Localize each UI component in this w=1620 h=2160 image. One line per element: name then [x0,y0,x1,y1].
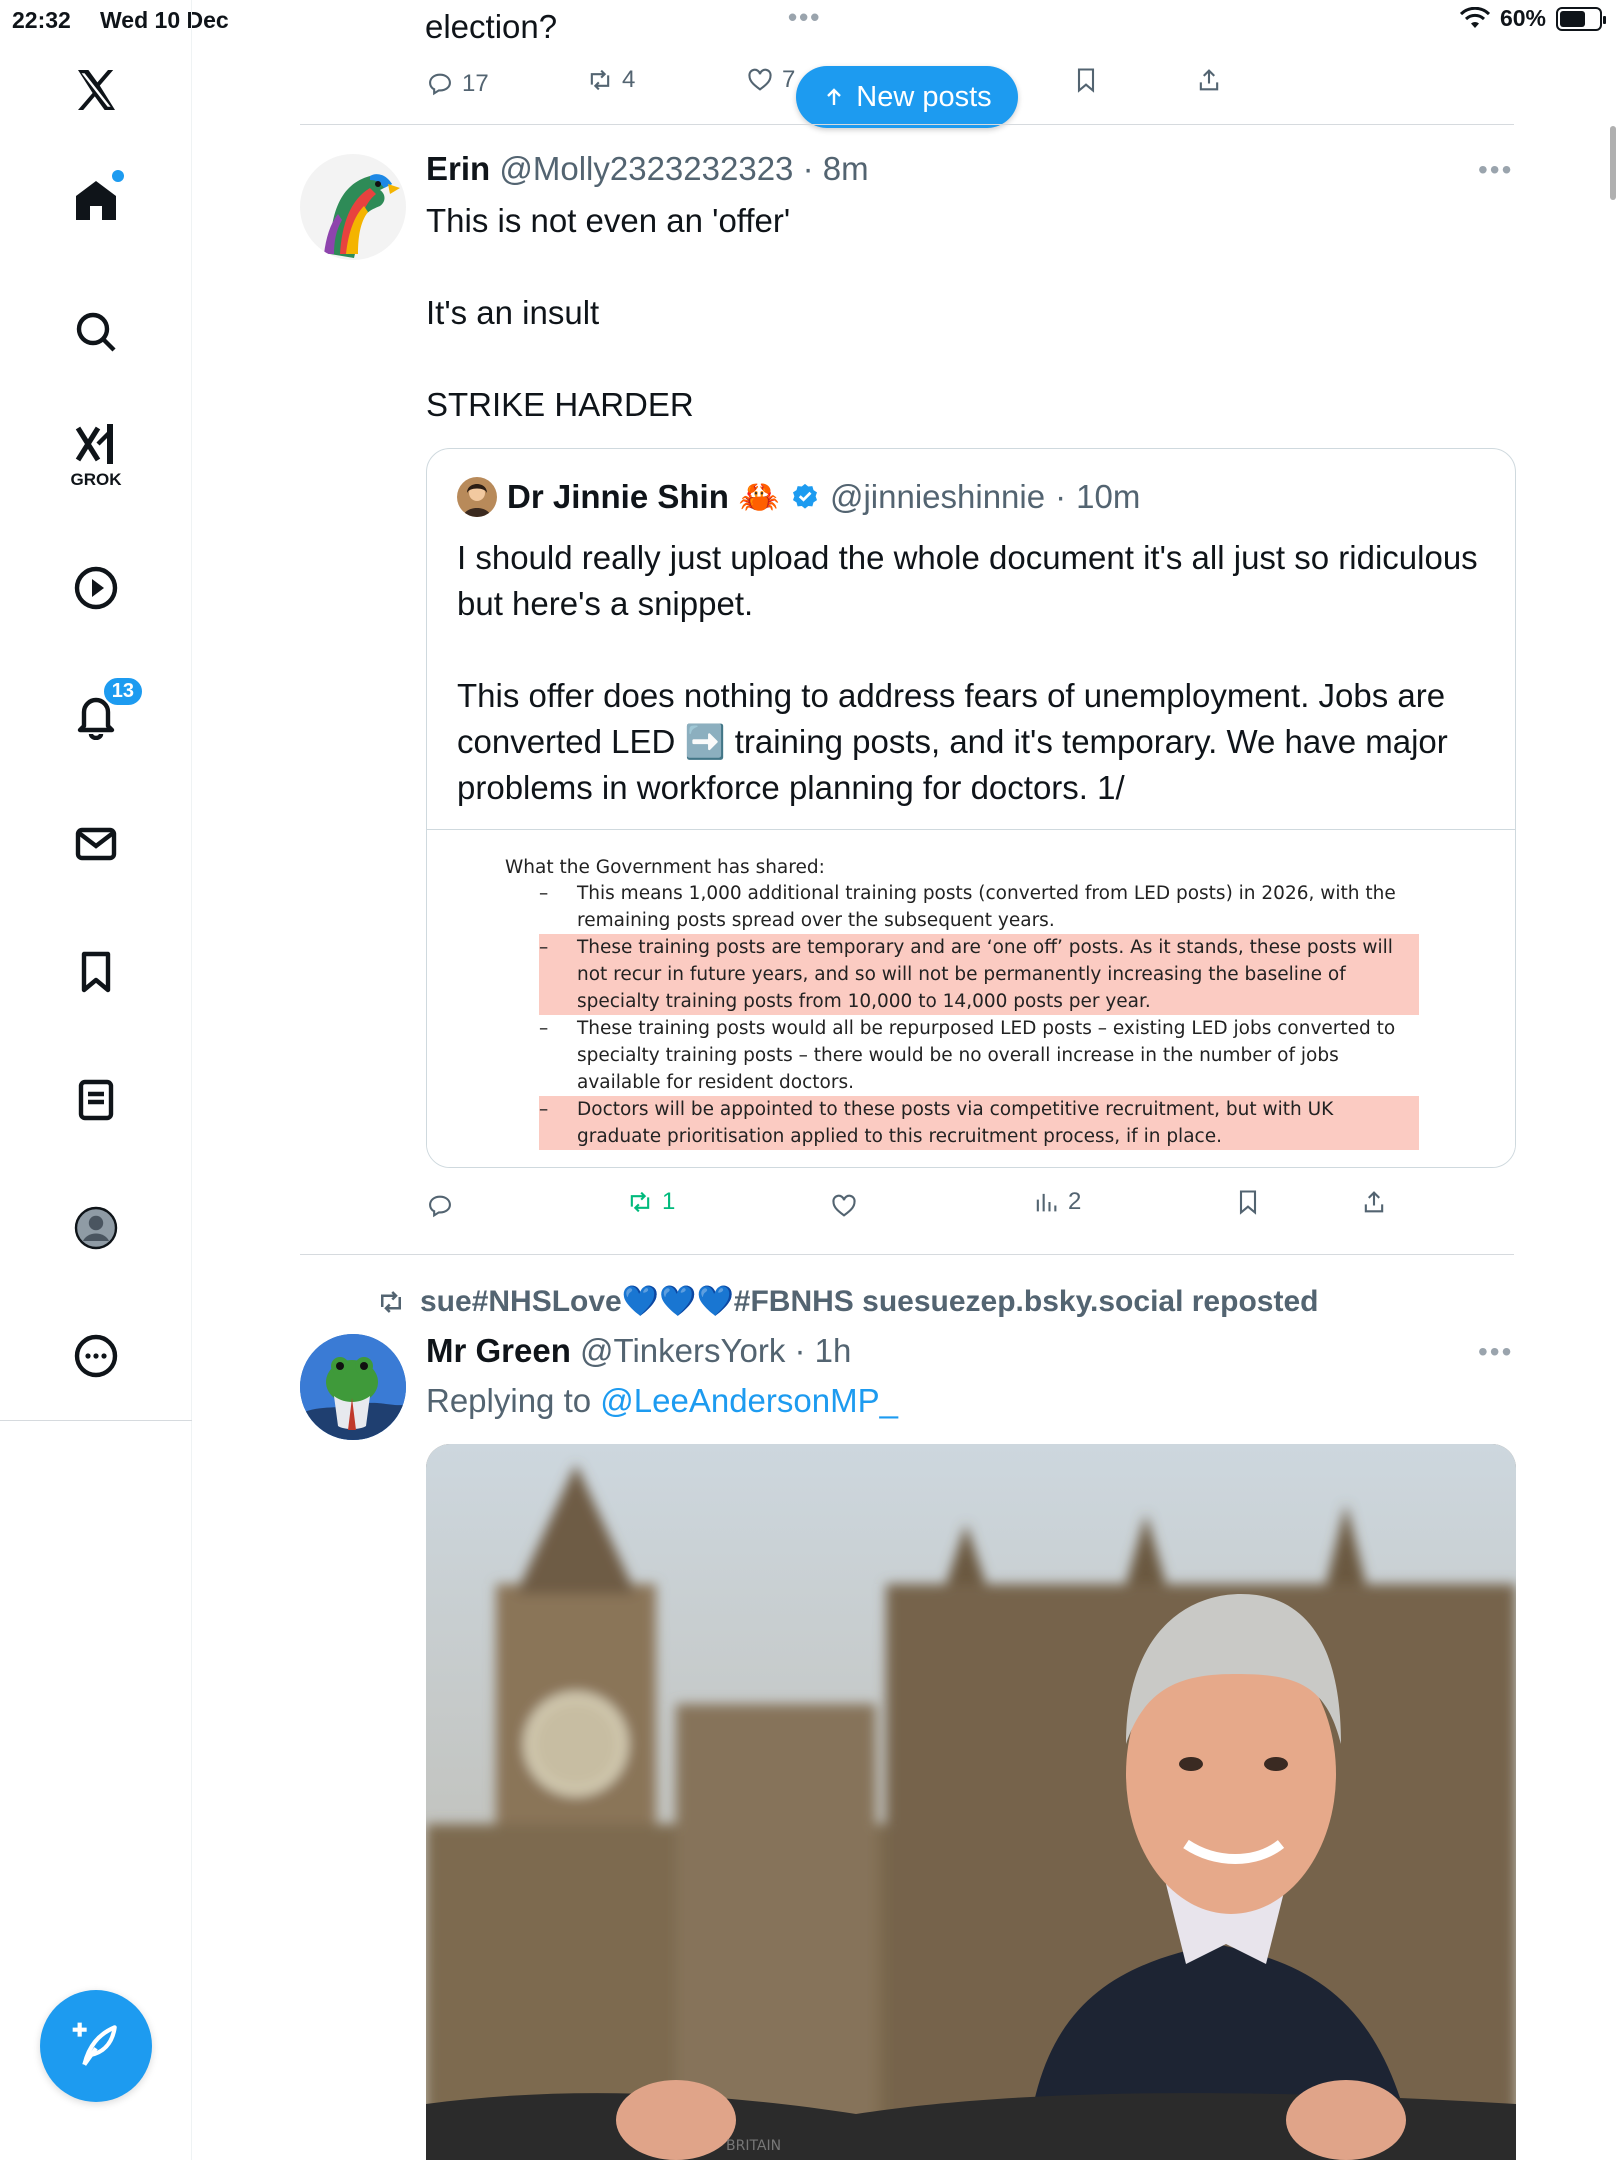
battery-percent: 60% [1499,5,1546,31]
mail-icon [72,820,120,868]
share-icon [1360,1188,1388,1216]
author-name[interactable]: Mr Green [426,1332,571,1369]
separator-dot: · [785,1332,815,1369]
doc-bullet-list [539,880,1419,1150]
repost-count: 4 [622,66,636,93]
home-icon [72,176,120,224]
heart-icon [746,66,774,94]
status-time: 22:32 [12,7,71,33]
wifi-icon [1460,7,1490,31]
bookmark-button[interactable] [1234,1188,1262,1216]
verified-badge-icon [790,482,820,512]
bookmark-icon [1234,1188,1262,1216]
sidebar-divider [0,1420,192,1421]
new-posts-button[interactable] [796,66,1018,128]
post-divider [300,124,1514,125]
post-header [426,1332,851,1370]
list-icon [72,1076,120,1124]
nav-grok[interactable] [60,418,132,490]
eagle-avatar-icon [300,154,406,260]
replying-to [426,1382,898,1420]
bookmark-icon [1072,66,1100,94]
doc-bullet: – These training posts would all be repurposed LED posts – existing LED jobs converted to specialty training posts – there would be no overall increase in the number of jobs available for resident doctors. [539,1015,1419,1096]
repost-icon [376,1287,406,1317]
repost-icon [626,1188,654,1216]
replying-to-link[interactable]: @LeeAndersonMP_ [600,1382,898,1419]
status-bar [0,0,1620,40]
nav-video[interactable] [60,552,132,624]
x-logo-icon[interactable] [60,54,132,126]
post-text: This is not even an 'offer' It's an insult STRIKE HARDER [426,202,791,423]
compose-button[interactable] [40,1990,152,2102]
frog-avatar-icon [300,1334,406,1440]
analytics-icon [1032,1188,1060,1216]
reply-icon [426,1192,454,1220]
quote-text: I should really just upload the whole document it's all just so ridiculous but here's a snippet. This offer does nothing to address fears of unemployment. Jobs are converted LED ➡️ training posts, and it's temporary. We have major problems in workforce planning for doctors. 1/ [457,539,1478,806]
crab-emoji: 🦀 [738,477,780,515]
like-button[interactable] [830,1192,858,1220]
separator-dot: · [1055,478,1067,515]
nav-bookmarks[interactable] [60,936,132,1008]
post-time[interactable]: 1h [814,1332,852,1369]
post-more-icon[interactable]: ••• [1478,1336,1514,1367]
status-indicators [1460,5,1602,32]
replying-prefix: Replying to [426,1382,592,1419]
quote-header [457,477,1140,517]
status-date: Wed 10 Dec [100,7,229,33]
repost-count: 1 [662,1188,676,1215]
nav-notifications[interactable] [60,680,132,752]
post-divider [300,1254,1514,1255]
sidebar [0,0,192,2160]
quote-avatar[interactable] [457,477,497,517]
like-button[interactable] [746,66,795,94]
bookmark-icon [72,948,120,996]
nav-lists[interactable] [60,1064,132,1136]
reply-icon [426,70,454,98]
repost-context[interactable] [376,1284,1318,1319]
nav-messages[interactable] [60,808,132,880]
heart-icon [830,1192,858,1220]
repost-icon [586,66,614,94]
photo-illustration [426,1444,1516,2160]
post-more-icon[interactable]: ••• [1478,154,1514,185]
separator-dot: · [793,150,823,187]
like-count: 7 [782,66,796,93]
quote-time[interactable]: 10m [1076,478,1141,515]
nav-home[interactable] [60,164,132,236]
doc-bullet: – This means 1,000 additional training posts (converted from LED posts) in 2026, with the remaining posts spread over the subsequent years. [539,880,1419,934]
photo-shirt-text: BRITAIN [726,2138,782,2154]
search-icon [72,308,120,356]
post-header [426,150,869,188]
arrow-up-icon [822,85,846,109]
nav-profile[interactable] [60,1192,132,1264]
profile-icon [72,1204,120,1252]
doc-heading: What the Government has shared: [505,857,825,878]
reply-count: 17 [462,70,489,97]
nav-explore[interactable] [60,296,132,368]
share-button[interactable] [1195,66,1223,94]
grok-label: GROK [70,470,122,489]
views-button[interactable] [1032,1188,1081,1216]
quoted-post[interactable] [426,448,1516,1168]
quote-author-handle[interactable]: @jinnieshinnie [829,478,1046,515]
author-handle[interactable]: @TinkersYork [580,1332,786,1369]
view-count: 2 [1068,1188,1082,1215]
reposted-by-text: sue#NHSLove💙💙💙#FBNHS suesuezep.bsky.social reposted [420,1285,1319,1318]
battery-icon [1556,7,1602,31]
new-posts-label: New posts [856,80,992,113]
quote-avatar-icon [457,477,497,517]
multitasking-dots-icon[interactable]: ••• [788,2,822,32]
post-time[interactable]: 8m [822,150,869,187]
play-icon [72,564,120,612]
post-photo[interactable] [426,1444,1516,2160]
author-name[interactable]: Erin [426,150,491,187]
doc-bullet-highlighted: – Doctors will be appointed to these posts via competitive recruitment, but with UK graduate prioritisation applied to this recruitment process, if in place. [539,1096,1419,1150]
share-icon [1195,66,1223,94]
reply-button[interactable] [426,70,489,98]
scrollbar[interactable] [1610,126,1616,200]
avatar[interactable] [300,1334,406,1440]
quote-author-name[interactable]: Dr Jinnie Shin [507,478,729,515]
repost-button[interactable] [586,66,635,94]
avatar[interactable] [300,154,406,260]
author-handle[interactable]: @Molly2323232323 [499,150,794,187]
doc-bullet-highlighted: – These training posts are temporary and are ‘one off’ posts. As it stands, these posts will not recur in future years, and so will not be permanently increasing the baseline of specialty training posts from 10,000 to 14,000 posts per year. [539,934,1419,1015]
previous-post-text: election? [425,8,558,45]
nav-more[interactable] [60,1320,132,1392]
compose-icon [68,2018,124,2074]
home-unread-dot [112,170,124,182]
grok-icon [72,420,120,468]
notification-badge: 13 [102,676,144,707]
reply-button[interactable] [426,1192,454,1220]
share-button[interactable] [1360,1188,1388,1216]
bookmark-button[interactable] [1072,66,1100,94]
repost-button[interactable] [626,1188,675,1216]
more-icon [72,1332,120,1380]
document-snippet-image[interactable] [427,829,1516,1168]
